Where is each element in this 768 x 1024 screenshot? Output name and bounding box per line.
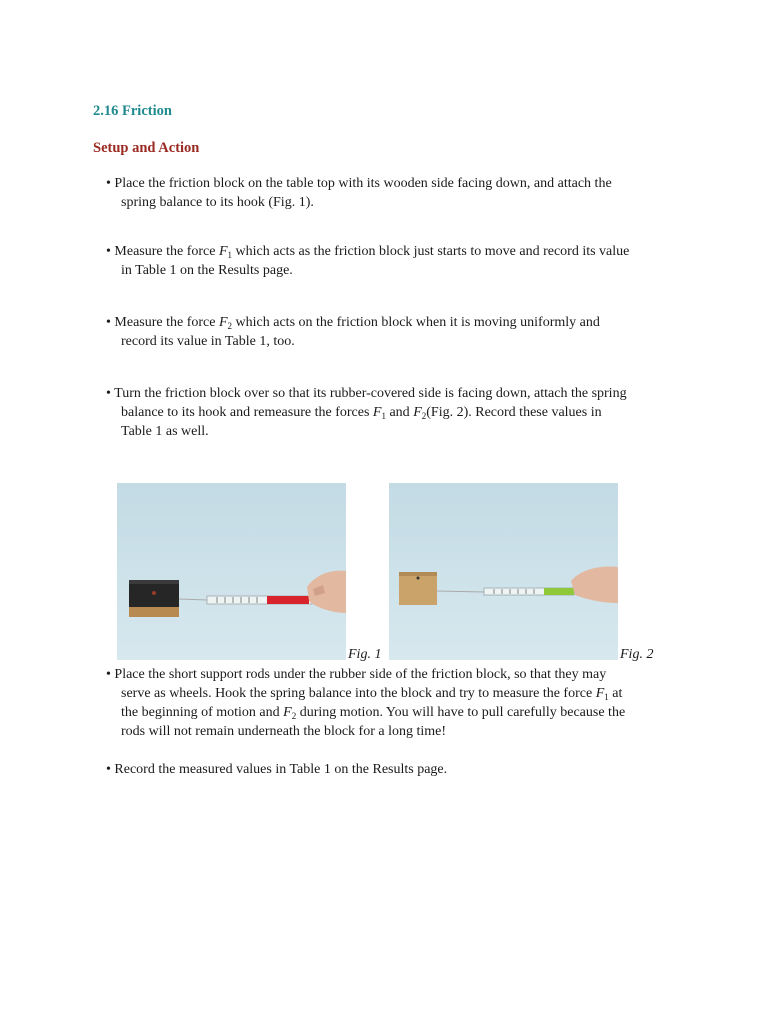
- setup-heading: Setup and Action: [93, 140, 200, 156]
- instruction-item: [106, 665, 686, 741]
- bullet: •: [106, 244, 115, 259]
- instruction-item: [106, 313, 686, 351]
- item-line: in Table 1 on the Results page.: [121, 263, 293, 278]
- force-variable: $F_2$: [413, 405, 427, 421]
- item-line: • Record the measured values in Table 1 on the Results page.: [106, 762, 448, 777]
- item-line: serve as wheels. Hook the spring balance into the block and try to measure the force $F_1$ at: [121, 686, 623, 702]
- figure-1-caption: Fig. 1: [348, 647, 382, 662]
- force-variable: $F_1$: [372, 405, 386, 421]
- figure-1-photo: [117, 483, 346, 660]
- item-line: the beginning of motion and $F_2$ during motion. You will have to pull carefully because the: [121, 705, 626, 721]
- item-line: • Place the short support rods under the rubber side of the friction block, so that they may: [106, 667, 607, 682]
- item-line: • Measure the force $F_1$ which acts as the friction block just starts to move and record its value: [106, 244, 630, 260]
- item-line: • Turn the friction block over so that its rubber-covered side is facing down, attach the spring: [106, 386, 627, 401]
- bullet: •: [106, 315, 115, 330]
- force-variable: $F_2$: [218, 315, 233, 331]
- item-line: record its value in Table 1, too.: [121, 334, 295, 349]
- item-line: Table 1 as well.: [121, 424, 209, 439]
- item-line: balance to its hook and remeasure the forces $F_1$ and $F_2(Fig$. 2). Record these values in: [121, 405, 602, 421]
- item-line: rods will not remain underneath the block for a long time!: [121, 724, 447, 739]
- force-variable: $F_2$: [283, 705, 297, 721]
- force-variable: $F_1$: [218, 244, 233, 260]
- bullet: •: [106, 386, 115, 401]
- bullet: •: [106, 176, 115, 191]
- item-line: • Place the friction block on the table top with its wooden side facing down, and attach the: [106, 176, 612, 191]
- figure-2-photo: [389, 483, 618, 660]
- instruction-item: [106, 242, 686, 280]
- instruction-item: [106, 384, 686, 441]
- bullet: •: [106, 667, 115, 682]
- force-variable: $F_1$: [595, 686, 609, 702]
- instruction-item: [106, 760, 686, 779]
- bullet: •: [106, 762, 115, 777]
- section-title: 2.16 Friction: [93, 103, 172, 119]
- item-line: • Measure the force $F_2$ which acts on the friction block when it is moving uniformly and: [106, 315, 600, 331]
- instruction-item: [106, 174, 686, 212]
- figure-2-caption: Fig. 2: [620, 647, 654, 662]
- item-line: spring balance to its hook (Fig. 1).: [121, 195, 314, 210]
